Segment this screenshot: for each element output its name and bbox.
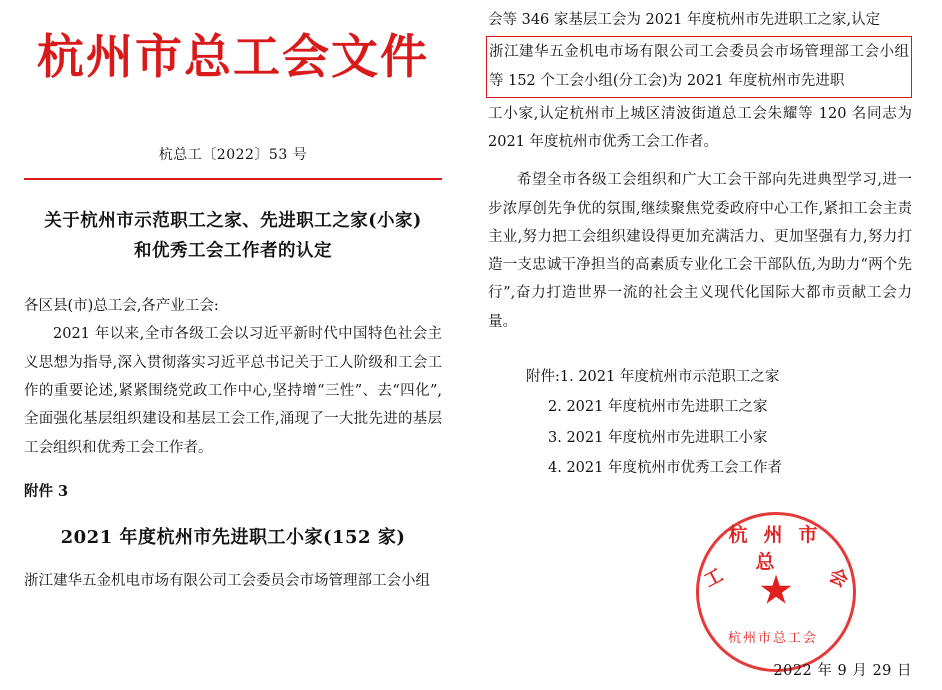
body-paragraph-1: 2021 年以来,全市各级工会以习近平新时代中国特色社会主义思想为指导,深入贯彻落实习近平总书记关于工人阶级和工会工作的重要论述,紧紧围绕党政工作中心,坚持增“三性”、去“四化”,全面强化基层组织建设和基层工会工作,涌现了一大批先进的基层工会组织和优秀工会工作者。 [24,326,442,456]
seal-left-text: 工 [700,564,727,592]
star-icon: ★ [758,567,794,614]
attachment-label: 附件 3 [24,482,69,500]
body-paragraph-2: 希望全市各级工会组织和广大工会干部向先进典型学习,进一步浓厚创先争优的氛围,继续聚焦党委政府中心工作,紧扣工会主责主业,努力把工会组织建设得更加充满活力、更加坚强有力,努力打造一支忠诚干净担当的高素质专业化工会干部队伍,为助力“两个先行”,奋力打造世界一流的社会主义现代化国际大都市贡献工会力量。 [488,172,912,330]
signature-date: 2022 年 9 月 29 日 [773,663,912,679]
document-title-line-2: 和优秀工会工作者的认定 [134,241,332,262]
masthead-title: 杭州市总工会文件 [37,30,429,85]
red-divider-rule [24,178,442,180]
masthead [24,32,442,84]
attachment-first-item: 浙江建华五金机电市场有限公司工会委员会市场管理部工会小组 [24,572,430,589]
paragraph-spacer [488,156,912,166]
appendix-item-4: 4. 2021 年度杭州市优秀工会工作者 [548,460,782,477]
official-seal [696,512,856,672]
appendix-item-3: 3. 2021 年度杭州市先进职工小家 [548,429,768,446]
continuation-text-before-highlight: 会等 346 家基层工会为 2021 年度杭州市先进职工之家,认定 [488,12,881,28]
attachment-title: 2021 年度杭州市先进职工小家(152 家) [60,526,406,548]
continuation-text-after-highlight: 工小家,认定杭州市上城区清波街道总工会朱耀等 120 名同志为 2021 年度杭州市优秀工会工作者。 [488,105,912,151]
highlighted-passage-box [486,36,912,98]
left-column [0,0,470,690]
document-number: 杭总工〔2022〕53 号 [158,146,308,163]
document-title [24,206,442,267]
appendix-item-2: 2. 2021 年度杭州市先进职工之家 [548,399,768,416]
appendix-item-1: 附件:1. 2021 年度杭州市示范职工之家 [526,368,780,385]
seal-top-text: 杭州市总 [728,524,834,573]
highlighted-passage-text: 浙江建华五金机电市场有限公司工会委员会市场管理部工会小组等 152 个工会小组(分工会)为 2021 年度杭州市先进职 [489,44,909,89]
right-column [470,0,942,690]
document-title-line-1: 关于杭州市示范职工之家、先进职工之家(小家) [44,210,422,231]
seal-right-text: 会 [825,564,852,592]
salutation: 各区县(市)总工会,各产业工会: [24,297,219,314]
appendix-list [488,362,912,484]
seal-bottom-text: 杭州市总工会 [727,631,818,646]
